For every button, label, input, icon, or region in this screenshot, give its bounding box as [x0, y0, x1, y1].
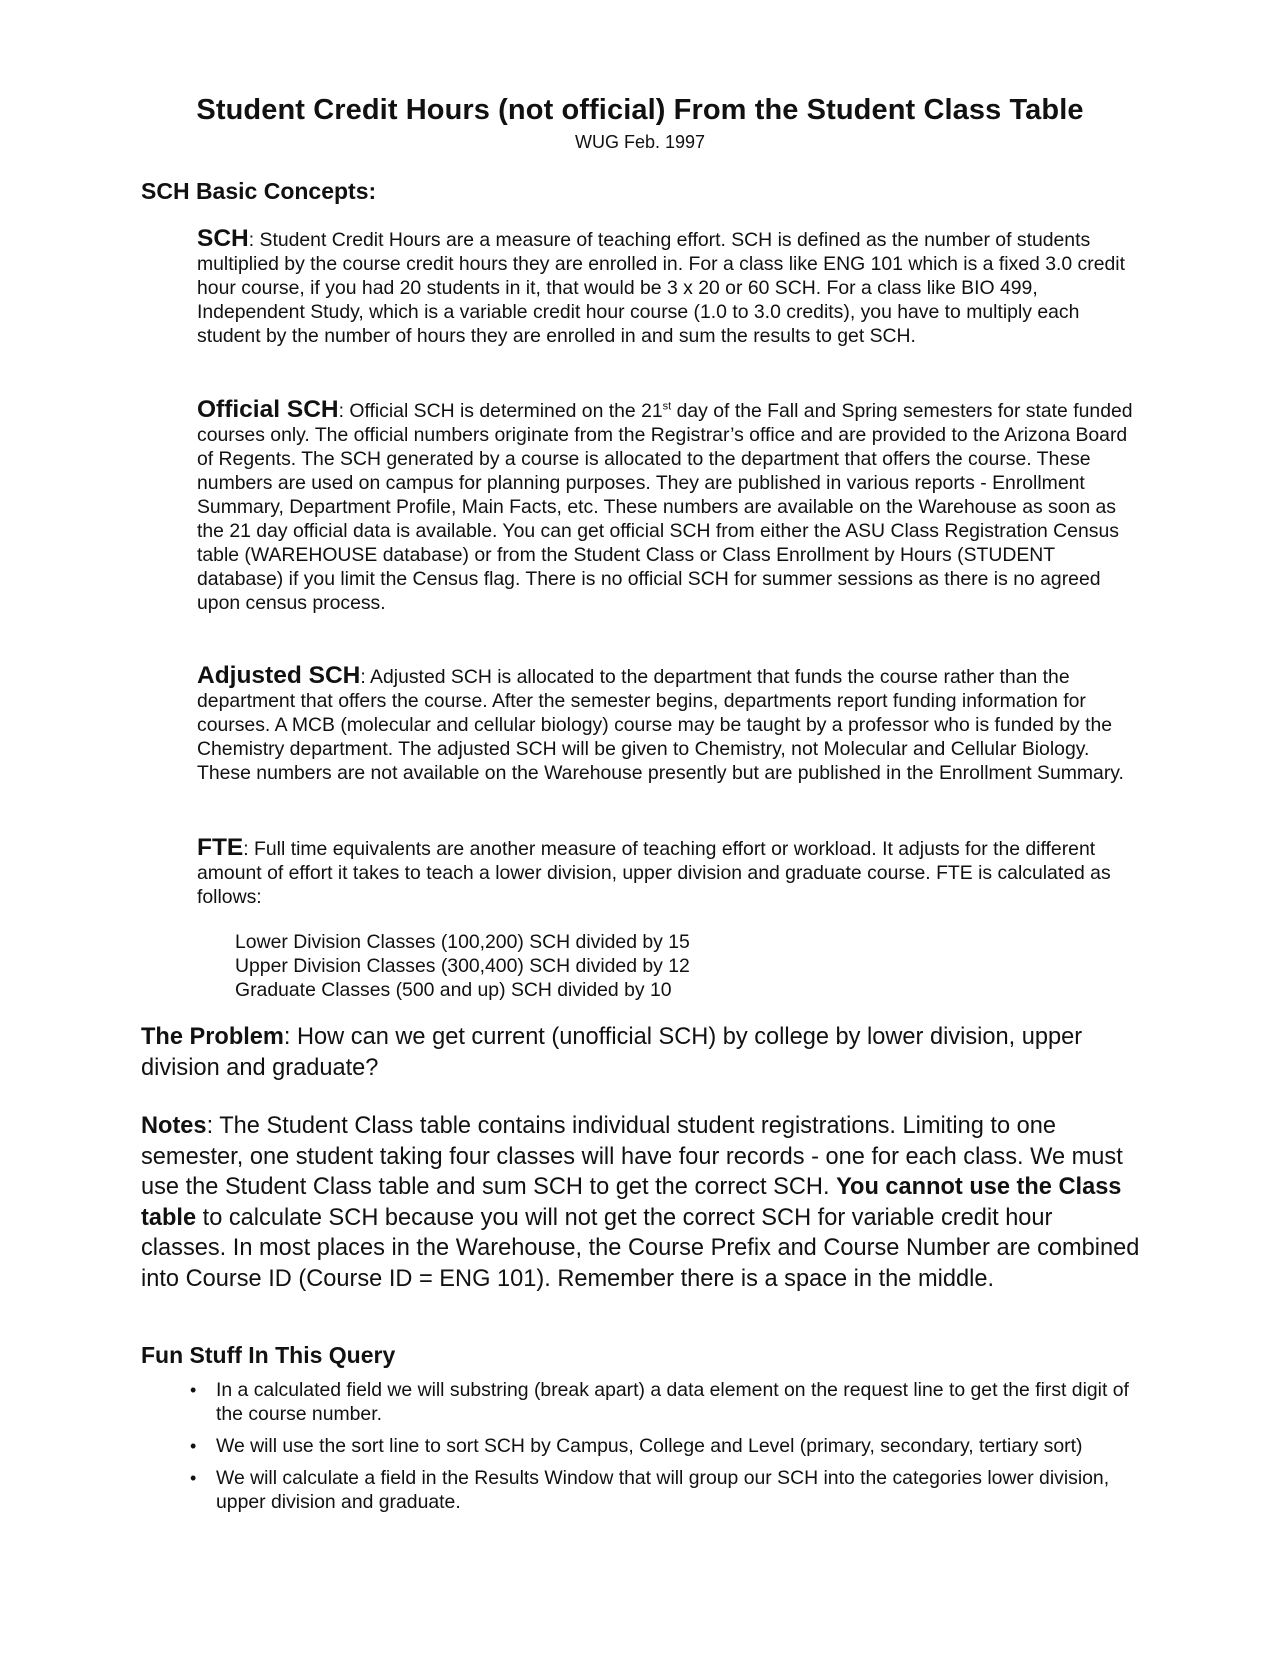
fte-formula-graduate: Graduate Classes (500 and up) SCH divided by 10 — [235, 979, 672, 1001]
list-item-text: In a calculated field we will substring (break apart) a data element on the request line to get the first digit of the course number. — [216, 1379, 1129, 1425]
notes-paragraph — [141, 1111, 1141, 1294]
official-sch-term: Official SCH — [197, 396, 339, 423]
fte-formula-upper: Upper Division Classes (300,400) SCH divided by 12 — [235, 955, 690, 977]
document-title: Student Credit Hours (not official) From the Student Class Table — [196, 94, 1084, 126]
sch-definition — [197, 227, 1142, 348]
sch-text: : Student Credit Hours are a measure of teaching effort. SCH is defined as the number of students multiplied by the course credit hours they are enrolled in. For a class like ENG 101 which is a fixed 3.0 credit hour course, if you had 20 students in it, that would be 3 x 20 or 60 SCH. For a class like BIO 499, Independent Study, which is a variable credit hour course (1.0 to 3.0 credits), you have to multiply each student by the number of hours they are enrolled in and sum the results to get SCH. — [197, 229, 1125, 347]
adjusted-sch-text: : Adjusted SCH is allocated to the department that funds the course rather than the department that offers the course. After the semester begins, departments report funding information for courses. A MCB (molecular and cellular biology) course may be taught by a professor who is funded by the Chemistry department. The adjusted SCH will be given to Chemistry, not Molecular and Cellular Biology. These numbers are not available on the Warehouse presently but are published in the Enrollment Summary. — [197, 666, 1124, 784]
list-item — [190, 1378, 1140, 1426]
ordinal-suffix: st — [662, 400, 672, 413]
notes-emphasis: You cannot use the Class table — [141, 1174, 1122, 1231]
list-item — [190, 1434, 1140, 1458]
document-subtitle: WUG Feb. 1997 — [574, 132, 706, 152]
fte-text: : Full time equivalents are another measure of teaching effort or workload. It adjusts for the different amount of effort it takes to teach a lower division, upper division and graduate course. FTE is calculated as follows: — [197, 838, 1111, 908]
bullet-icon: • — [190, 1380, 197, 1400]
fun-stuff-list — [190, 1378, 1140, 1522]
list-item-text: We will calculate a field in the Results Window that will group our SCH into the categories lower division, upper division and graduate. — [216, 1467, 1110, 1513]
fte-formula-lower: Lower Division Classes (100,200) SCH divided by 15 — [235, 931, 690, 953]
fte-definition — [197, 836, 1142, 909]
bullet-icon: • — [190, 1436, 197, 1456]
basic-concepts-heading: SCH Basic Concepts: — [141, 178, 377, 204]
adjusted-sch-definition — [197, 664, 1142, 785]
list-item — [190, 1466, 1140, 1514]
official-sch-text-a: : Official SCH is determined on the 21 — [338, 400, 663, 422]
notes-label: Notes — [141, 1113, 207, 1139]
official-sch-text-b: day of the Fall and Spring semesters for state funded courses only. The official numbers originate from the Registrar’s office and are provided to the Arizona Board of Regents. The SCH generated by a course is allocated to the department that offers the course. These numbers are used on campus for planning purposes. They are published in various reports - Enrollment Summary, Department Profile, Main Facts, etc. These numbers are available on the Warehouse as soon as the 21 day official data is available. You can get official SCH from either the ASU Class Registration Census table (WAREHOUSE database) or from the Student Class or Class Enrollment by Hours (STUDENT database) if you limit the Census flag. There is no official SCH for summer sessions as there is no agreed upon census process. — [197, 400, 1133, 614]
notes-text-b: to calculate SCH because you will not get the correct SCH for variable credit hour classes. In most places in the Warehouse, the Course Prefix and Course Number are combined into Course ID (Course ID = ENG 101). Remember there is a space in the middle. — [141, 1204, 1140, 1292]
fun-stuff-heading: Fun Stuff In This Query — [141, 1342, 396, 1368]
problem-text: : How can we get current (unofficial SCH) by college by lower division, upper division and graduate? — [141, 1024, 1083, 1081]
adjusted-sch-term: Adjusted SCH — [197, 662, 361, 689]
list-item-text: We will use the sort line to sort SCH by Campus, College and Level (primary, secondary, tertiary sort) — [216, 1435, 1083, 1457]
sch-term: SCH — [197, 225, 249, 252]
problem-statement — [141, 1022, 1141, 1083]
notes-text-a: : The Student Class table contains individual student registrations. Limiting to one semester, one student taking four classes will have four records - one for each class. We must use the Student Class table and sum SCH to get the correct SCH. — [141, 1113, 1123, 1200]
fte-formula-list — [235, 930, 690, 1002]
problem-label: The Problem — [141, 1024, 284, 1050]
bullet-icon: • — [190, 1468, 197, 1488]
official-sch-definition — [197, 398, 1142, 615]
fte-term: FTE — [197, 834, 244, 861]
